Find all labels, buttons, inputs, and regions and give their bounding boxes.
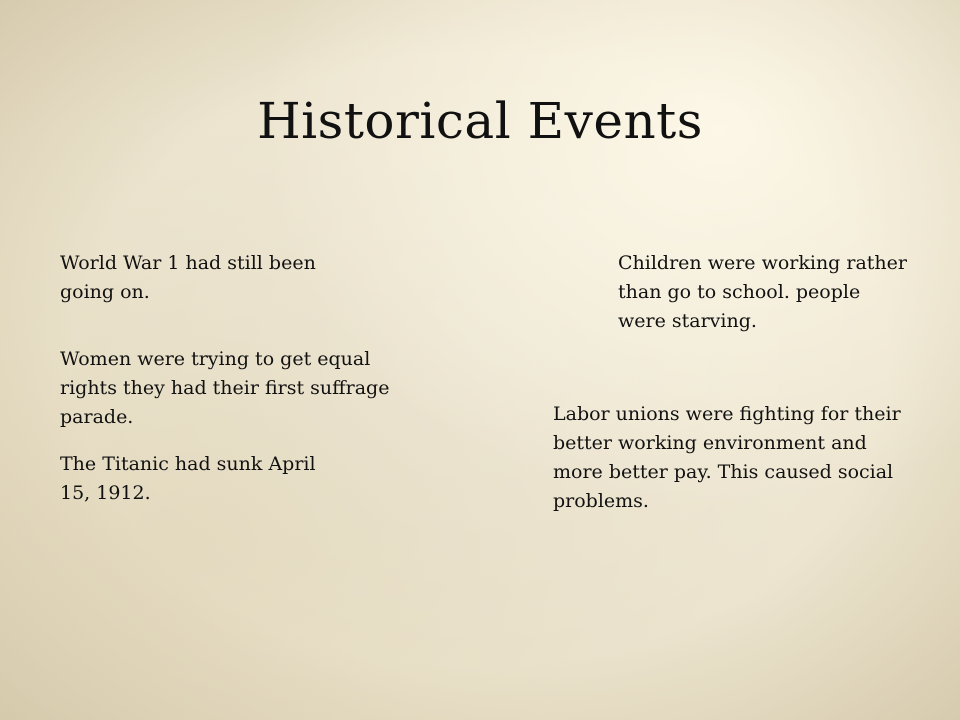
suffrage-text: Women were trying to get equal rights they had their first suffrage parade. bbox=[60, 348, 390, 428]
child-labor-text: Children were working rather than go to school. people were starving. bbox=[618, 252, 907, 332]
labor-unions-text: Labor unions were fighting for their better working environment and more better pay. This caused social problems. bbox=[553, 403, 901, 512]
ww1-text: World War 1 had still been going on. bbox=[60, 252, 316, 303]
slide-title: Historical Events bbox=[257, 92, 703, 150]
titanic-text: The Titanic had sunk April 15, 1912. bbox=[60, 453, 316, 504]
